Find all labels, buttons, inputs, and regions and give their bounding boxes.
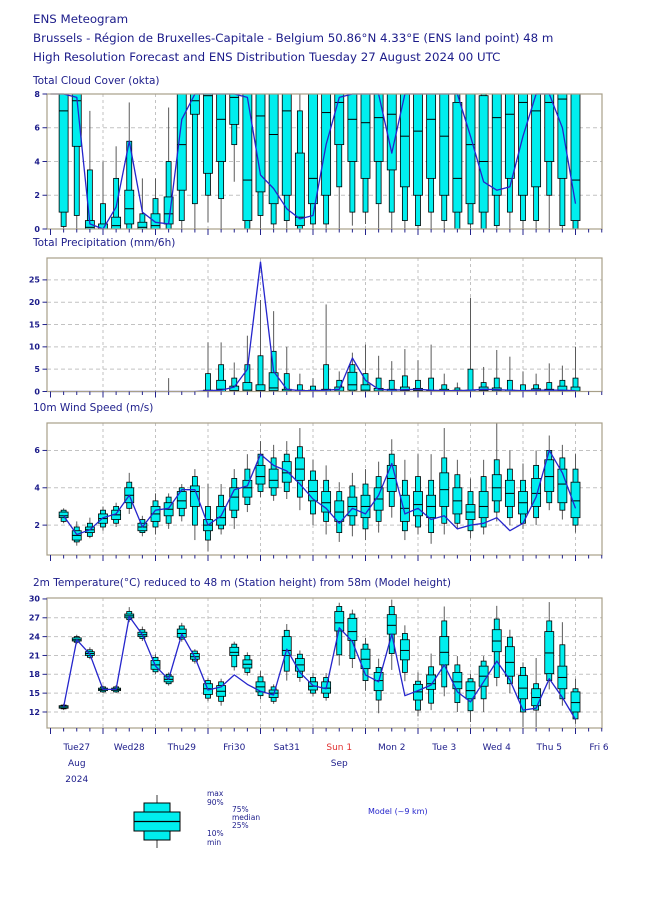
box-25-75 [112, 217, 121, 229]
box-25-75 [230, 94, 239, 124]
box-25-75 [282, 462, 291, 483]
x-day-label: Sat31 [273, 743, 300, 753]
legend-min-label: min [207, 838, 222, 847]
y-tick-label: 4 [34, 483, 40, 493]
x-day-label: Tue27 [63, 743, 91, 753]
legend-90pct-label: 90% [207, 798, 224, 807]
panel-2 [34, 423, 602, 561]
box-25-75 [440, 94, 449, 195]
box-25-75 [427, 94, 436, 178]
box-25-75 [545, 94, 554, 162]
panel-0 [34, 90, 602, 235]
box-25-75 [519, 94, 528, 195]
box-25-75 [138, 222, 147, 229]
box-10-90 [324, 365, 329, 392]
box-25-75 [479, 96, 488, 212]
y-tick-label: 2 [34, 520, 40, 530]
page-title: ENS Meteogram [33, 12, 129, 26]
panel-title-cloud-cover: Total Cloud Cover (okta) [33, 75, 160, 87]
legend-25pct-label: 25% [232, 821, 249, 830]
legend-75pct-label: 75% [232, 805, 249, 814]
box-25-75 [243, 480, 252, 497]
box-25-75 [282, 94, 291, 195]
box-25-75 [217, 94, 226, 162]
box-25-75 [545, 460, 554, 492]
box-25-75 [387, 615, 396, 634]
y-tick-label: 25 [28, 275, 40, 285]
y-tick-label: 27 [28, 613, 40, 623]
x-day-label: Mon 2 [377, 743, 406, 753]
location-line: Brussels - Région de Bruxelles-Capitale - Belgium 50.86°N 4.33°E (ENS land point) 48 m [33, 31, 554, 45]
legend-10pct-label: 10% [207, 829, 224, 838]
box-25-75 [295, 153, 304, 226]
y-tick-label: 24 [28, 632, 40, 642]
x-day-label: Tue 3 [432, 743, 457, 753]
panel-1 [29, 258, 602, 398]
box-25-75 [230, 647, 239, 655]
x-month-label-aug: Aug [67, 759, 86, 769]
x-month-label-sep: Sep [330, 759, 348, 769]
x-day-label: Wed 4 [482, 743, 511, 753]
box-25-75 [335, 94, 344, 145]
box-25-75 [492, 94, 501, 195]
panel-3 [29, 595, 602, 734]
x-axis-labels [62, 743, 609, 785]
box-10-90 [206, 374, 211, 392]
box-25-75 [558, 94, 567, 178]
y-tick-label: 15 [28, 688, 40, 698]
box-25-75 [414, 94, 423, 195]
box-25-75 [309, 94, 318, 204]
box-25-75 [125, 190, 134, 224]
y-tick-label: 12 [28, 707, 40, 717]
box-25-75 [400, 640, 409, 660]
box-25-75 [309, 480, 318, 501]
panel-title-precipitation: Total Precipitation (mm/6h) [33, 237, 176, 249]
box-25-75 [348, 372, 357, 390]
x-day-label: Fri 6 [589, 743, 609, 753]
y-tick-label: 0 [34, 224, 40, 234]
legend-box-glyph [134, 795, 180, 848]
x-day-label: Thu29 [167, 743, 196, 753]
box-25-75 [190, 486, 199, 507]
y-tick-label: 21 [28, 651, 40, 661]
box-25-75 [387, 94, 396, 170]
box-25-75 [571, 692, 580, 712]
y-tick-label: 8 [34, 89, 40, 99]
box-25-75 [204, 94, 213, 173]
box-10-90 [468, 369, 473, 391]
y-tick-label: 0 [34, 387, 40, 397]
x-day-label: Wed28 [113, 743, 145, 753]
y-tick-label: 18 [28, 670, 40, 680]
box-25-75 [282, 637, 291, 656]
box-25-75 [269, 94, 278, 204]
box-25-75 [479, 492, 488, 518]
y-tick-label: 6 [34, 123, 40, 133]
y-tick-label: 30 [28, 594, 40, 604]
legend-max-label: max [207, 789, 224, 798]
x-day-label: Fri30 [223, 743, 246, 753]
x-day-label: Thu 5 [536, 743, 562, 753]
panel-title-temperature: 2m Temperature(°C) reduced to 48 m (Station height) from 58m (Model height) [33, 577, 452, 589]
box-25-75 [505, 647, 514, 677]
y-tick-label: 4 [34, 157, 40, 167]
y-tick-label: 5 [34, 364, 40, 374]
box-25-75 [374, 94, 383, 162]
x-day-label: Sun 1 [326, 743, 353, 753]
box-25-75 [269, 469, 278, 488]
box-25-75 [532, 94, 541, 187]
box-25-75 [348, 618, 357, 640]
box-25-75 [453, 102, 462, 212]
box-25-75 [361, 94, 370, 178]
box-25-75 [427, 675, 436, 689]
box-25-75 [256, 94, 265, 192]
legend-model-label: Model (~9 km) [368, 807, 428, 816]
box-25-75 [59, 94, 68, 212]
y-tick-label: 6 [34, 446, 40, 456]
box-25-75 [519, 676, 528, 699]
x-year-label: 2024 [65, 775, 89, 785]
box-25-75 [190, 94, 199, 114]
box-25-75 [414, 492, 423, 516]
y-tick-label: 2 [34, 191, 40, 201]
forecast-info-line: High Resolution Forecast and ENS Distribution Tuesday 27 August 2024 00 UTC [33, 50, 501, 64]
box-25-75 [505, 94, 514, 178]
box-25-75 [440, 637, 449, 665]
box-25-75 [256, 465, 265, 484]
y-tick-label: 20 [28, 298, 40, 308]
box-25-75 [151, 214, 160, 229]
y-tick-label: 15 [28, 320, 40, 330]
box-25-75 [335, 501, 344, 522]
panel-title-wind-speed: 10m Wind Speed (m/s) [33, 402, 154, 414]
box-25-75 [348, 94, 357, 162]
legend-median-label: median [232, 813, 261, 822]
y-tick-label: 10 [28, 342, 40, 352]
